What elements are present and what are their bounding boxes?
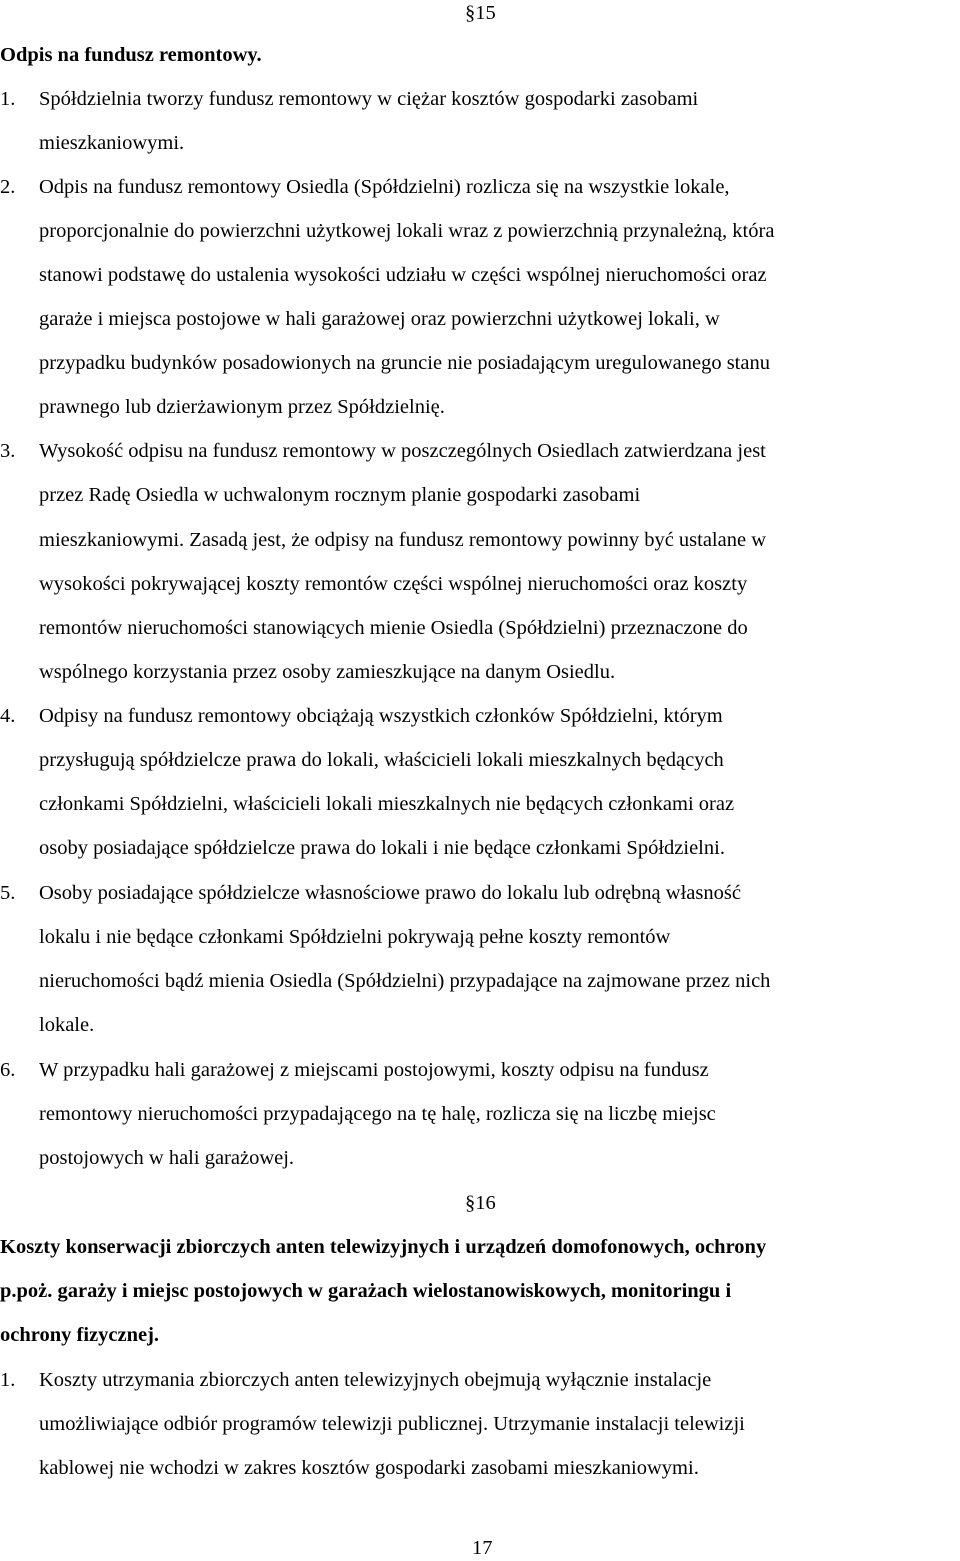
item-text: przysługują spółdzielcze prawa do lokali, właścicieli lokali mieszkalnych będących [39, 749, 724, 771]
item-text: prawnego lub dzierżawionym przez Spółdzielnię. [39, 396, 445, 418]
item-text: przypadku budynków posadowionych na gruncie nie posiadającym uregulowanego stanu [39, 352, 770, 374]
section-title: Koszty konserwacji zbiorczych anten telewizyjnych i urządzeń domofonowych, ochrony [0, 1236, 767, 1258]
item-text: Osoby posiadające spółdzielcze własnościowe prawo do lokalu lub odrębną własność [39, 882, 741, 904]
item-text: garaże i miejsca postojowe w hali garażowej oraz powierzchni użytkowej lokali, w [39, 308, 720, 330]
item-text: wspólnego korzystania przez osoby zamieszkujące na danym Osiedlu. [39, 661, 616, 683]
section-symbol: §15 [465, 2, 496, 24]
item-number: 1. [0, 88, 16, 110]
item-text: Koszty utrzymania zbiorczych anten telewizyjnych obejmują wyłącznie instalacje [39, 1369, 712, 1391]
item-number: 3. [0, 440, 16, 462]
item-text: umożliwiające odbiór programów telewizji publicznej. Utrzymanie instalacji telewizji [39, 1413, 745, 1435]
item-text: Odpisy na fundusz remontowy obciążają wszystkich członków Spółdzielni, którym [39, 705, 723, 727]
section-symbol: §16 [465, 1192, 496, 1214]
item-number: 6. [0, 1059, 16, 1081]
item-text: wysokości pokrywającej koszty remontów części wspólnej nieruchomości oraz koszty [39, 573, 748, 595]
item-text: proporcjonalnie do powierzchni użytkowej lokali wraz z powierzchnią przynależną, która [39, 220, 775, 242]
item-text: mieszkaniowymi. Zasadą jest, że odpisy na fundusz remontowy powinny być ustalane w [39, 529, 767, 551]
section-title: p.poż. garaży i miejsc postojowych w garażach wielostanowiskowych, monitoringu i [0, 1280, 732, 1302]
item-text: nieruchomości bądź mienia Osiedla (Spółdzielni) przypadające na zajmowane przez nich [39, 970, 771, 992]
item-text: Wysokość odpisu na fundusz remontowy w poszczególnych Osiedlach zatwierdzana jest [39, 440, 766, 462]
item-number: 4. [0, 705, 16, 727]
item-text: stanowi podstawę do ustalenia wysokości udziału w części wspólnej nieruchomości oraz [39, 264, 767, 286]
page-number: 17 [472, 1537, 493, 1559]
item-text: postojowych w hali garażowej. [39, 1147, 295, 1169]
item-number: 2. [0, 176, 16, 198]
item-number: 5. [0, 882, 16, 904]
item-text: przez Radę Osiedla w uchwalonym rocznym planie gospodarki zasobami [39, 484, 641, 506]
item-text: mieszkaniowymi. [39, 132, 185, 154]
item-text: lokale. [39, 1014, 95, 1036]
item-text: remontów nieruchomości stanowiących mienie Osiedla (Spółdzielni) przeznaczone do [39, 617, 748, 639]
item-text: Spółdzielnia tworzy fundusz remontowy w ciężar kosztów gospodarki zasobami [39, 88, 699, 110]
item-text: kablowej nie wchodzi w zakres kosztów gospodarki zasobami mieszkaniowymi. [39, 1457, 699, 1479]
item-text: W przypadku hali garażowej z miejscami postojowymi, koszty odpisu na fundusz [39, 1059, 709, 1081]
item-text: lokalu i nie będące członkami Spółdzielni pokrywają pełne koszty remontów [39, 926, 671, 948]
item-text: członkami Spółdzielni, właścicieli lokali mieszkalnych nie będących członkami oraz [39, 793, 735, 815]
item-number: 1. [0, 1369, 16, 1391]
item-text: osoby posiadające spółdzielcze prawa do lokali i nie będące członkami Spółdzielni. [39, 837, 725, 859]
item-text: remontowy nieruchomości przypadającego na tę halę, rozlicza się na liczbę miejsc [39, 1103, 716, 1125]
item-text: Odpis na fundusz remontowy Osiedla (Spółdzielni) rozlicza się na wszystkie lokale, [39, 176, 730, 198]
section-title: Odpis na fundusz remontowy. [0, 44, 262, 66]
section-title: ochrony fizycznej. [0, 1324, 160, 1346]
